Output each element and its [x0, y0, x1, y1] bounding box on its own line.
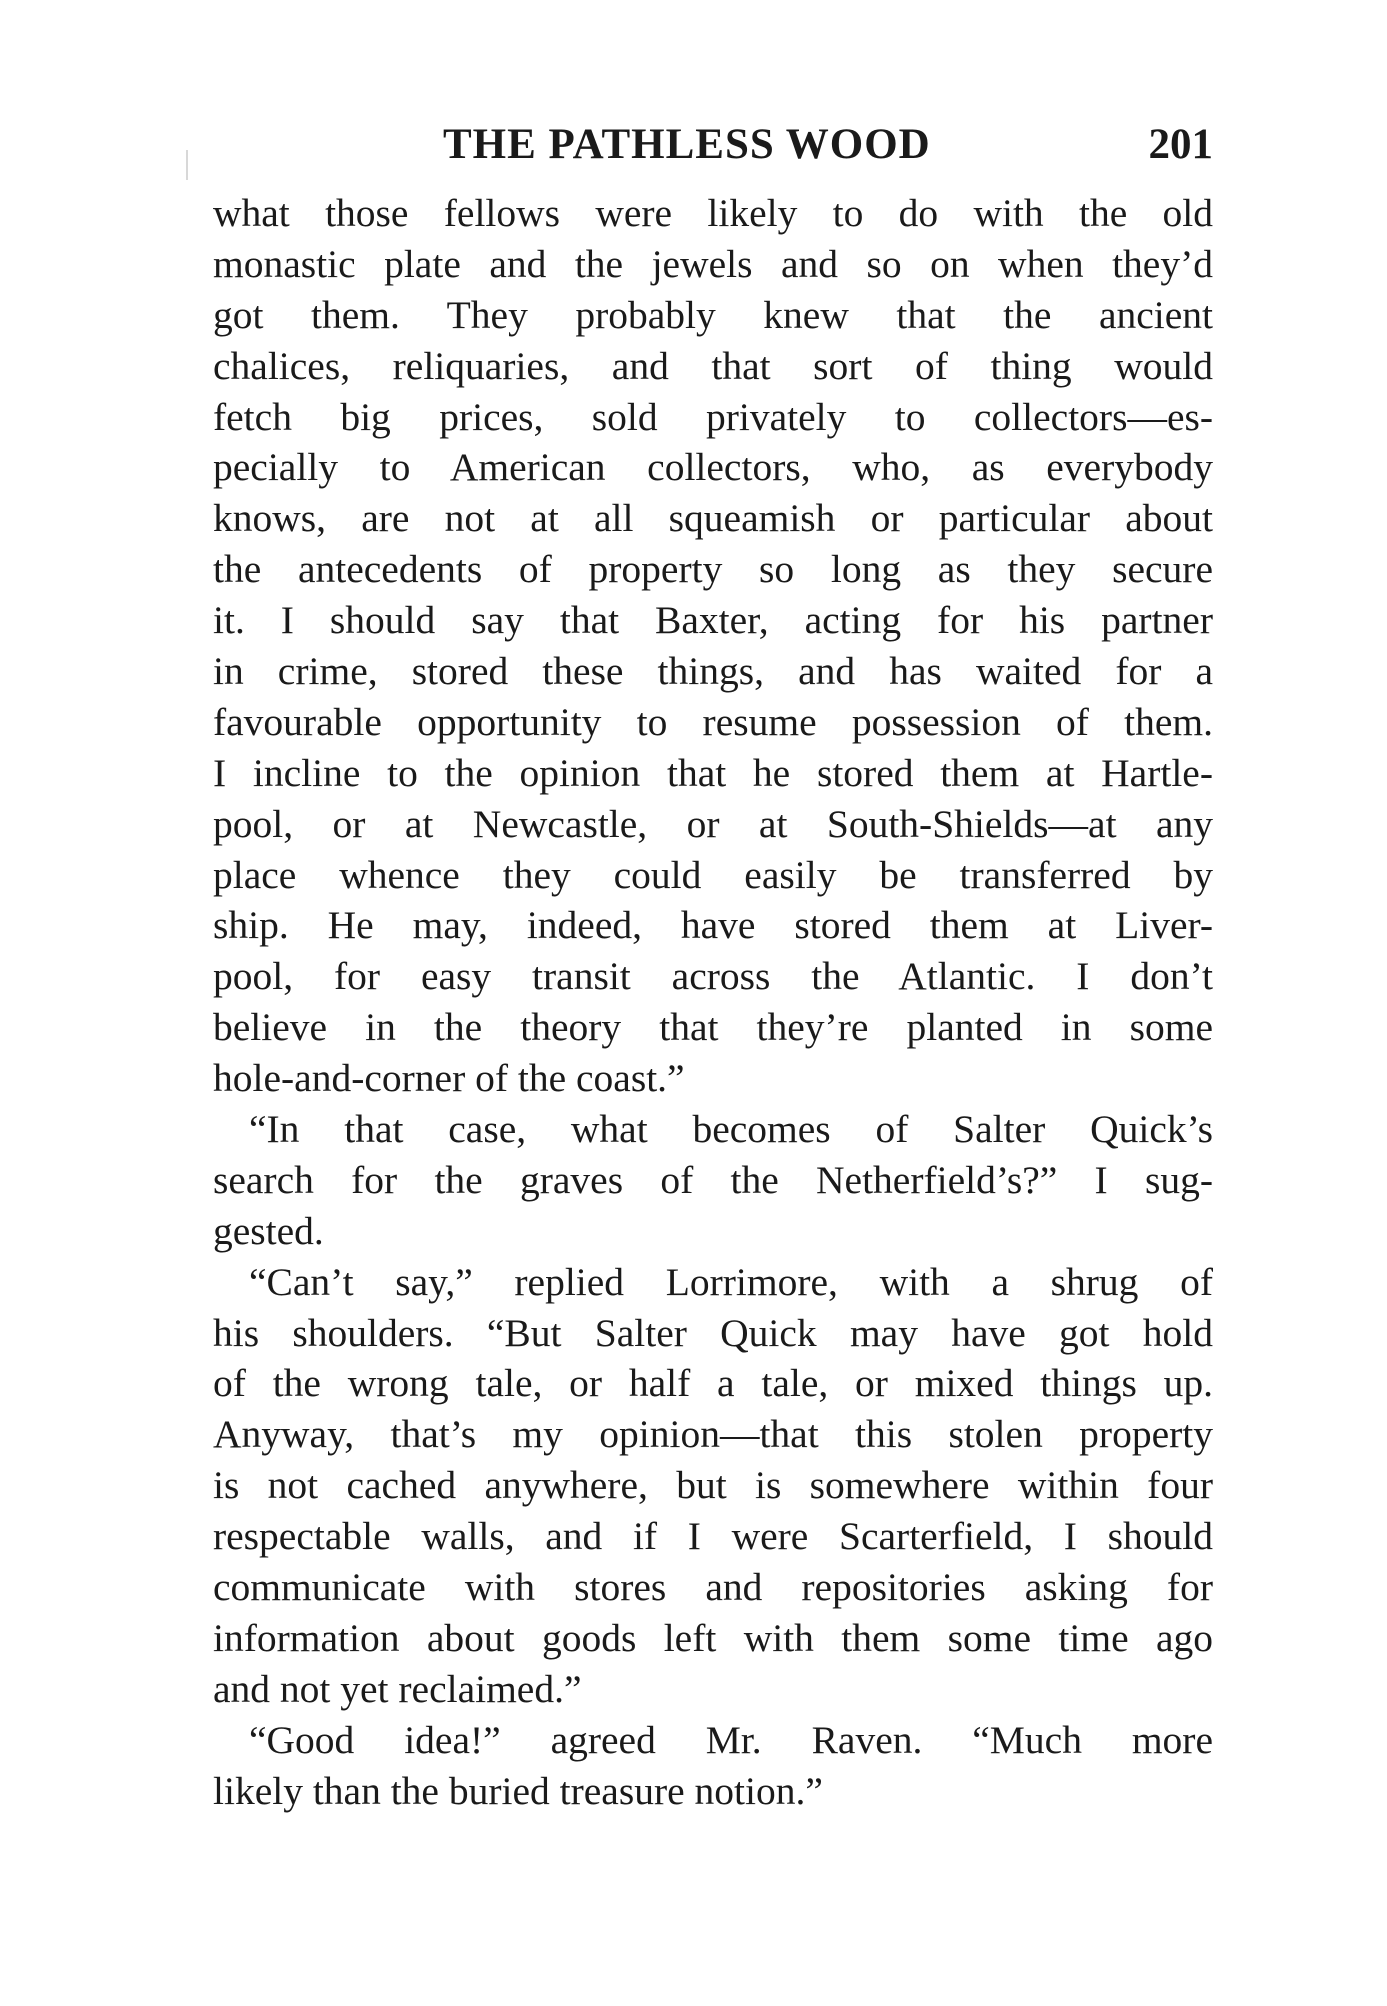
text-line: pecially to American collectors, who, as everybody — [213, 445, 1213, 490]
text-line: pool, for easy transit across the Atlantic. I don’t — [213, 954, 1213, 999]
text-line: communicate with stores and repositories asking for — [213, 1565, 1213, 1610]
text-line: got them. They probably knew that the ancient — [213, 292, 1213, 337]
text-line: monastic plate and the jewels and so on when they’d — [213, 241, 1213, 286]
text-line: fetch big prices, sold privately to collectors—es- — [213, 394, 1213, 439]
text-line: search for the graves of the Netherfield’s?” I sug- — [213, 1157, 1213, 1202]
text-line: the antecedents of property so long as they secure — [213, 547, 1213, 592]
body-text — [213, 188, 1213, 1817]
paragraph-2 — [213, 1104, 1213, 1257]
text-line: and not yet reclaimed.” — [213, 1666, 582, 1711]
text-line: place whence they could easily be transferred by — [213, 852, 1213, 897]
running-head — [213, 120, 1213, 180]
text-line: it. I should say that Baxter, acting for his partner — [213, 598, 1213, 643]
text-line: of the wrong tale, or half a tale, or mixed things up. — [213, 1361, 1213, 1406]
text-line: likely than the buried treasure notion.” — [213, 1768, 823, 1813]
text-line: what those fellows were likely to do with the old — [213, 191, 1213, 235]
text-line: “In that case, what becomes of Salter Quick’s — [249, 1107, 1213, 1152]
text-line: respectable walls, and if I were Scarterfield, I should — [213, 1514, 1213, 1559]
text-line: favourable opportunity to resume possession of them. — [213, 699, 1213, 744]
text-line: his shoulders. “But Salter Quick may have got hold — [213, 1310, 1213, 1355]
text-line: chalices, reliquaries, and that sort of thing would — [213, 343, 1213, 388]
text-line: I incline to the opinion that he stored them at Hartle- — [213, 750, 1213, 795]
running-title: THE PATHLESS WOOD — [443, 121, 931, 168]
paragraph-3 — [213, 1257, 1213, 1715]
text-line: information about goods left with them some time ago — [213, 1615, 1213, 1660]
paragraph-1 — [213, 188, 1213, 1104]
paragraph-4 — [213, 1715, 1213, 1817]
scan-mark-left — [186, 150, 188, 180]
text-line: ship. He may, indeed, have stored them at Liver- — [213, 903, 1213, 948]
text-line: is not cached anywhere, but is somewhere within four — [213, 1463, 1213, 1508]
text-line: believe in the theory that they’re planted in some — [213, 1005, 1213, 1050]
text-line: Anyway, that’s my opinion—that this stolen property — [213, 1412, 1213, 1457]
text-line: pool, or at Newcastle, or at South-Shields—at any — [213, 801, 1213, 846]
page-number: 201 — [1148, 121, 1213, 168]
text-line: “Can’t say,” replied Lorrimore, with a shrug of — [249, 1259, 1213, 1304]
text-line: “Good idea!” agreed Mr. Raven. “Much more — [249, 1717, 1213, 1762]
text-line: in crime, stored these things, and has waited for a — [213, 649, 1213, 694]
text-line: knows, are not at all squeamish or particular about — [213, 496, 1213, 541]
text-line: gested. — [213, 1208, 324, 1253]
text-line: hole-and-corner of the coast.” — [213, 1056, 685, 1101]
